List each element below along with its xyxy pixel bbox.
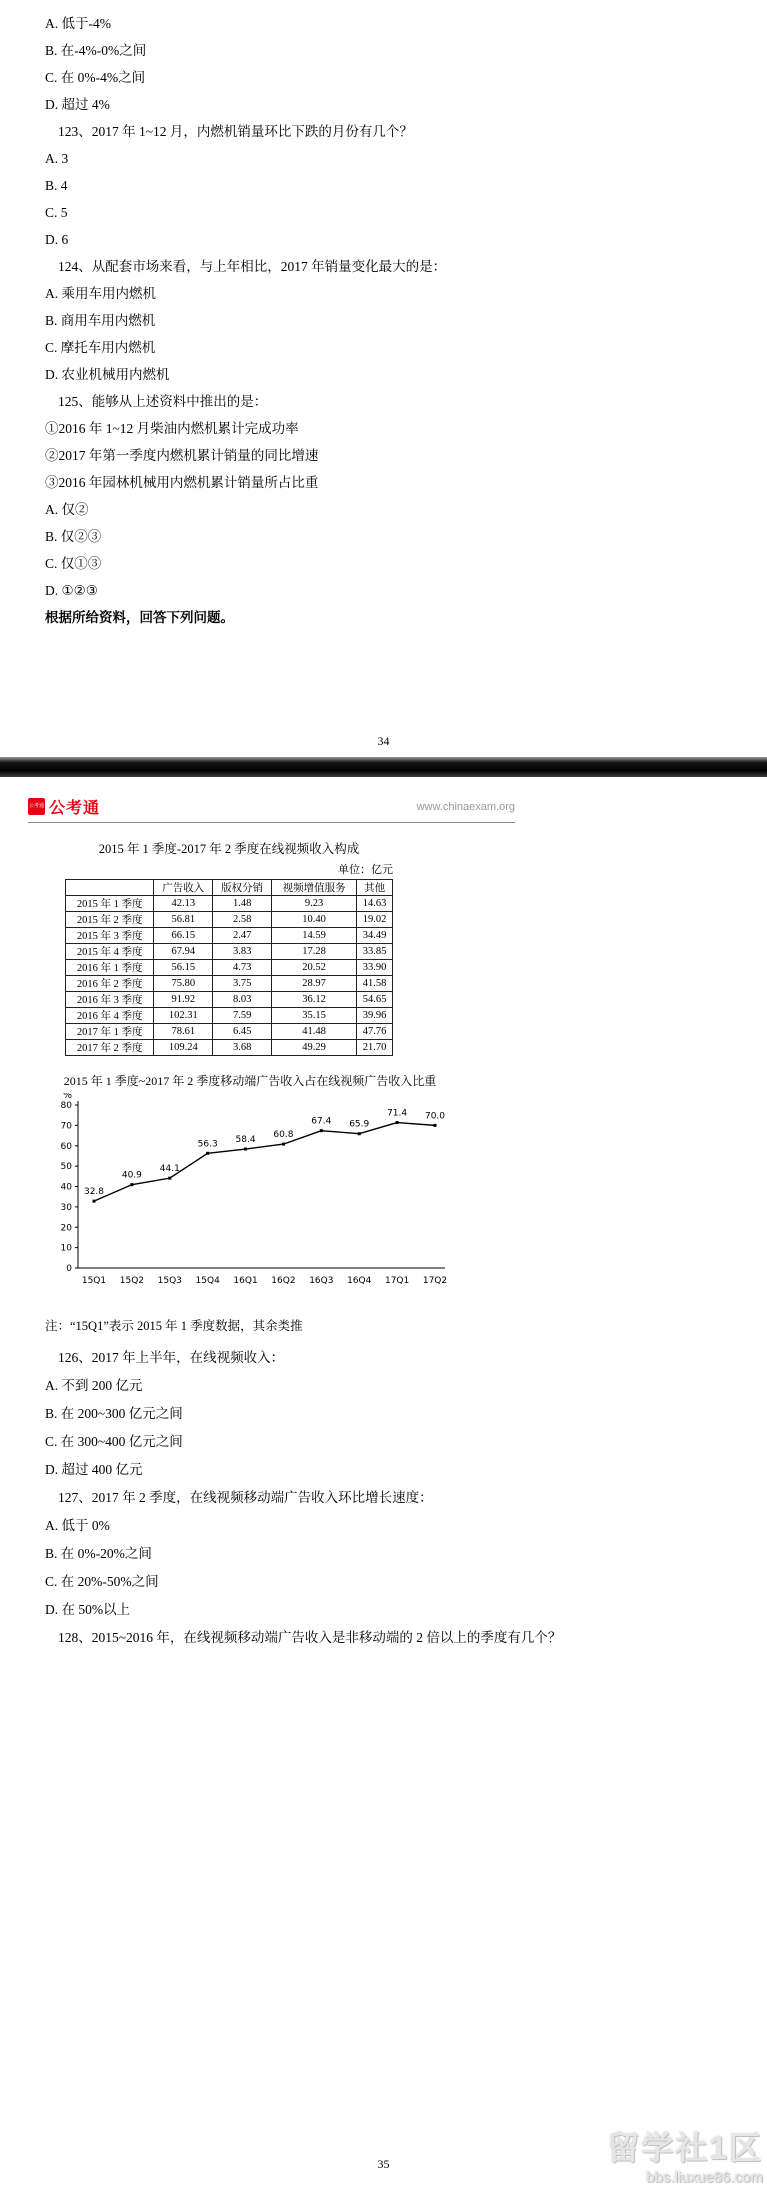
y-tick-label: 80 bbox=[60, 1101, 72, 1111]
data-point-marker bbox=[358, 1132, 361, 1135]
data-point-label: 40.9 bbox=[121, 1170, 142, 1181]
text-line: A. 低于-4% bbox=[45, 16, 111, 31]
site-logo bbox=[28, 795, 100, 818]
table-cell: 41.48 bbox=[272, 1024, 357, 1040]
y-tick-label: 50 bbox=[60, 1162, 72, 1173]
table-cell: 102.31 bbox=[154, 1008, 213, 1024]
data-point-label: 32.8 bbox=[83, 1187, 105, 1198]
table-cell: 41.58 bbox=[357, 976, 393, 992]
text-line: C. 仅①③ bbox=[45, 556, 102, 571]
text-line: A. 低于 0% bbox=[45, 1518, 110, 1533]
text-line: C. 在 300~400 亿元之间 bbox=[45, 1434, 183, 1449]
text-line: D. 超过 4% bbox=[45, 97, 110, 112]
table-cell: 35.15 bbox=[272, 1008, 357, 1024]
table-row bbox=[66, 928, 393, 944]
text-line: 127、2017 年 2 季度，在线视频移动端广告收入环比增长速度： bbox=[58, 1490, 433, 1505]
text-line: 128、2015~2016 年，在线视频移动端广告收入是非移动端的 2 倍以上的季度有几个？ bbox=[58, 1630, 562, 1645]
table-title: 2015 年 1 季度-2017 年 2 季度在线视频收入构成 bbox=[98, 842, 360, 856]
table-row bbox=[66, 1008, 393, 1024]
watermark bbox=[607, 2123, 763, 2186]
site-url: www.chinaexam.org bbox=[416, 800, 515, 813]
data-point-label: 44.1 bbox=[159, 1164, 180, 1175]
data-point-marker bbox=[206, 1152, 209, 1155]
table-cell: 14.63 bbox=[357, 896, 393, 912]
table-body bbox=[66, 896, 393, 1056]
row-label: 2015 年 2 季度 bbox=[66, 912, 154, 928]
text-line: D. 农业机械用内燃机 bbox=[45, 367, 170, 382]
data-point-marker bbox=[320, 1129, 323, 1132]
table-cell: 7.59 bbox=[213, 1008, 272, 1024]
text-line: 123、2017 年 1~12 月，内燃机销量环比下跌的月份有几个？ bbox=[58, 124, 413, 139]
y-tick-label: 40 bbox=[60, 1182, 72, 1193]
income-table-section bbox=[65, 839, 393, 1056]
line-chart-svg bbox=[40, 1093, 460, 1295]
text-line: B. 在 0%-20%之间 bbox=[45, 1546, 152, 1561]
table-cell: 67.94 bbox=[154, 944, 213, 960]
chart-title: 2015 年 1 季度~2017 年 2 季度移动端广告收入占在线视频广告收入比重 bbox=[63, 1074, 437, 1088]
data-point-marker bbox=[93, 1200, 96, 1203]
table-cell: 75.80 bbox=[154, 976, 213, 992]
table-head bbox=[66, 880, 393, 896]
table-cell: 91.92 bbox=[154, 992, 213, 1008]
column-header: 广告收入 bbox=[154, 880, 213, 896]
logo-text: 公考通 bbox=[49, 800, 101, 817]
column-header bbox=[66, 880, 154, 896]
table-cell: 4.73 bbox=[213, 960, 272, 976]
table-cell: 47.76 bbox=[357, 1024, 393, 1040]
data-point-marker bbox=[130, 1183, 133, 1186]
text-line: B. 在 200~300 亿元之间 bbox=[45, 1406, 183, 1421]
row-label: 2017 年 2 季度 bbox=[66, 1040, 154, 1056]
row-label: 2016 年 3 季度 bbox=[66, 992, 154, 1008]
table-cell: 6.45 bbox=[213, 1024, 272, 1040]
table-cell: 49.29 bbox=[272, 1040, 357, 1056]
table-cell: 33.85 bbox=[357, 944, 393, 960]
page-35 bbox=[0, 777, 767, 2188]
x-tick-label: 17Q1 bbox=[384, 1276, 410, 1286]
data-point-marker bbox=[282, 1143, 285, 1146]
text-line: C. 5 bbox=[45, 205, 68, 220]
text-line: B. 4 bbox=[45, 178, 68, 193]
table-cell: 8.03 bbox=[213, 992, 272, 1008]
data-point-marker bbox=[396, 1121, 399, 1124]
row-label: 2017 年 1 季度 bbox=[66, 1024, 154, 1040]
table-row bbox=[66, 1040, 393, 1056]
table-row bbox=[66, 992, 393, 1008]
data-point-marker bbox=[168, 1177, 171, 1180]
table-cell: 54.65 bbox=[357, 992, 393, 1008]
data-point-marker bbox=[244, 1148, 247, 1151]
table-cell: 2.47 bbox=[213, 928, 272, 944]
page-header bbox=[28, 791, 515, 823]
table-cell: 78.61 bbox=[154, 1024, 213, 1040]
page-number-34: 34 bbox=[377, 734, 390, 748]
table-cell: 39.96 bbox=[357, 1008, 393, 1024]
instruction-line: 根据所给资料，回答下列问题。 bbox=[45, 610, 234, 625]
text-line: C. 在 0%-4%之间 bbox=[45, 70, 146, 85]
column-header: 版权分销 bbox=[213, 880, 272, 896]
y-tick-label: 30 bbox=[60, 1202, 72, 1213]
table-row bbox=[66, 944, 393, 960]
row-label: 2016 年 4 季度 bbox=[66, 1008, 154, 1024]
text-line: B. 在-4%-0%之间 bbox=[45, 43, 147, 58]
x-tick-label: 16Q4 bbox=[347, 1276, 372, 1286]
watermark-text: 留学社1区 bbox=[607, 2130, 763, 2166]
text-line: 125、能够从上述资料中推出的是： bbox=[58, 394, 268, 409]
table-row bbox=[66, 896, 393, 912]
row-label: 2016 年 2 季度 bbox=[66, 976, 154, 992]
y-tick-label: 10 bbox=[60, 1243, 72, 1254]
table-header-row bbox=[66, 880, 393, 896]
x-tick-label: 15Q4 bbox=[195, 1276, 220, 1286]
data-point-label: 70.0 bbox=[424, 1111, 446, 1122]
income-table bbox=[65, 879, 393, 1056]
text-line: B. 仅②③ bbox=[45, 529, 102, 544]
column-header: 视频增值服务 bbox=[272, 880, 357, 896]
table-cell: 3.68 bbox=[213, 1040, 272, 1056]
y-tick-label: 60 bbox=[60, 1141, 72, 1152]
table-cell: 3.75 bbox=[213, 976, 272, 992]
page-number-35: 35 bbox=[377, 2157, 390, 2171]
text-line: A. 乘用车用内燃机 bbox=[45, 286, 156, 301]
table-cell: 36.12 bbox=[272, 992, 357, 1008]
page34-lines bbox=[45, 10, 767, 631]
text-line: A. 3 bbox=[45, 151, 69, 166]
text-line: 126、2017 年上半年，在线视频收入： bbox=[58, 1350, 285, 1365]
row-label: 2016 年 1 季度 bbox=[66, 960, 154, 976]
table-cell: 2.58 bbox=[213, 912, 272, 928]
table-cell: 66.15 bbox=[154, 928, 213, 944]
text-line: A. 不到 200 亿元 bbox=[45, 1378, 143, 1393]
data-point-label: 60.8 bbox=[273, 1130, 294, 1141]
text-line: ③2016 年园林机械用内燃机累计销量所占比重 bbox=[45, 475, 319, 490]
text-line: 124、从配套市场来看，与上年相比，2017 年销量变化最大的是： bbox=[58, 259, 447, 274]
text-line: D. 超过 400 亿元 bbox=[45, 1462, 143, 1477]
table-row bbox=[66, 1024, 393, 1040]
text-line: D. 6 bbox=[45, 232, 69, 247]
table-cell: 3.83 bbox=[213, 944, 272, 960]
page-divider bbox=[0, 757, 767, 777]
table-unit-label: 单位：亿元 bbox=[338, 864, 393, 876]
table-cell: 1.48 bbox=[213, 896, 272, 912]
text-line: D. ①②③ bbox=[45, 583, 98, 598]
table-cell: 19.02 bbox=[357, 912, 393, 928]
text-line: C. 在 20%-50%之间 bbox=[45, 1574, 159, 1589]
text-line: ①2016 年 1~12 月柴油内燃机累计完成功率 bbox=[45, 421, 299, 436]
table-cell: 42.13 bbox=[154, 896, 213, 912]
x-tick-label: 16Q1 bbox=[233, 1276, 258, 1286]
x-tick-label: 15Q3 bbox=[157, 1276, 182, 1286]
table-cell: 109.24 bbox=[154, 1040, 213, 1056]
table-cell: 20.52 bbox=[272, 960, 357, 976]
data-point-label: 67.4 bbox=[311, 1116, 332, 1127]
row-label: 2015 年 4 季度 bbox=[66, 944, 154, 960]
table-cell: 9.23 bbox=[272, 896, 357, 912]
text-line: A. 仅② bbox=[45, 502, 89, 517]
y-tick-label: 20 bbox=[60, 1223, 72, 1234]
text-line: C. 摩托车用内燃机 bbox=[45, 340, 156, 355]
table-cell: 28.97 bbox=[272, 976, 357, 992]
x-tick-label: 17Q2 bbox=[422, 1276, 448, 1286]
table-row bbox=[66, 960, 393, 976]
data-point-label: 71.4 bbox=[387, 1108, 408, 1119]
table-cell: 56.81 bbox=[154, 912, 213, 928]
table-cell: 21.70 bbox=[357, 1040, 393, 1056]
row-label: 2015 年 3 季度 bbox=[66, 928, 154, 944]
logo-icon: 公考通 bbox=[28, 798, 45, 815]
y-axis-unit-label: % bbox=[62, 1093, 72, 1101]
data-point-label: 58.4 bbox=[235, 1135, 256, 1146]
x-tick-label: 15Q2 bbox=[119, 1276, 145, 1286]
text-line: B. 商用车用内燃机 bbox=[45, 313, 156, 328]
table-cell: 10.40 bbox=[272, 912, 357, 928]
watermark-url: bbs.liuxue86.com bbox=[646, 2169, 763, 2186]
page-34 bbox=[0, 0, 767, 757]
chart-line bbox=[94, 1123, 435, 1202]
table-cell: 56.15 bbox=[154, 960, 213, 976]
data-point-marker bbox=[434, 1124, 437, 1127]
table-cell: 17.28 bbox=[272, 944, 357, 960]
x-tick-label: 16Q3 bbox=[309, 1276, 334, 1286]
y-tick-label: 0 bbox=[66, 1264, 72, 1274]
data-point-label: 65.9 bbox=[349, 1119, 370, 1130]
row-label: 2015 年 1 季度 bbox=[66, 896, 154, 912]
page35-lines bbox=[45, 1344, 767, 1652]
text-line: D. 在 50%以上 bbox=[45, 1602, 131, 1617]
table-row bbox=[66, 976, 393, 992]
table-row bbox=[66, 912, 393, 928]
table-cell: 34.49 bbox=[357, 928, 393, 944]
x-tick-label: 16Q2 bbox=[271, 1276, 296, 1286]
table-cell: 33.90 bbox=[357, 960, 393, 976]
text-line: ②2017 年第一季度内燃机累计销量的同比增速 bbox=[45, 448, 319, 463]
x-tick-label: 15Q1 bbox=[81, 1276, 107, 1286]
data-point-label: 56.3 bbox=[197, 1139, 218, 1150]
table-cell: 14.59 bbox=[272, 928, 357, 944]
chart-note: 注：“15Q1”表示 2015 年 1 季度数据，其余类推 bbox=[45, 1319, 303, 1333]
y-tick-label: 70 bbox=[60, 1121, 72, 1132]
mobile-ad-share-chart bbox=[40, 1072, 460, 1300]
column-header: 其他 bbox=[357, 880, 393, 896]
